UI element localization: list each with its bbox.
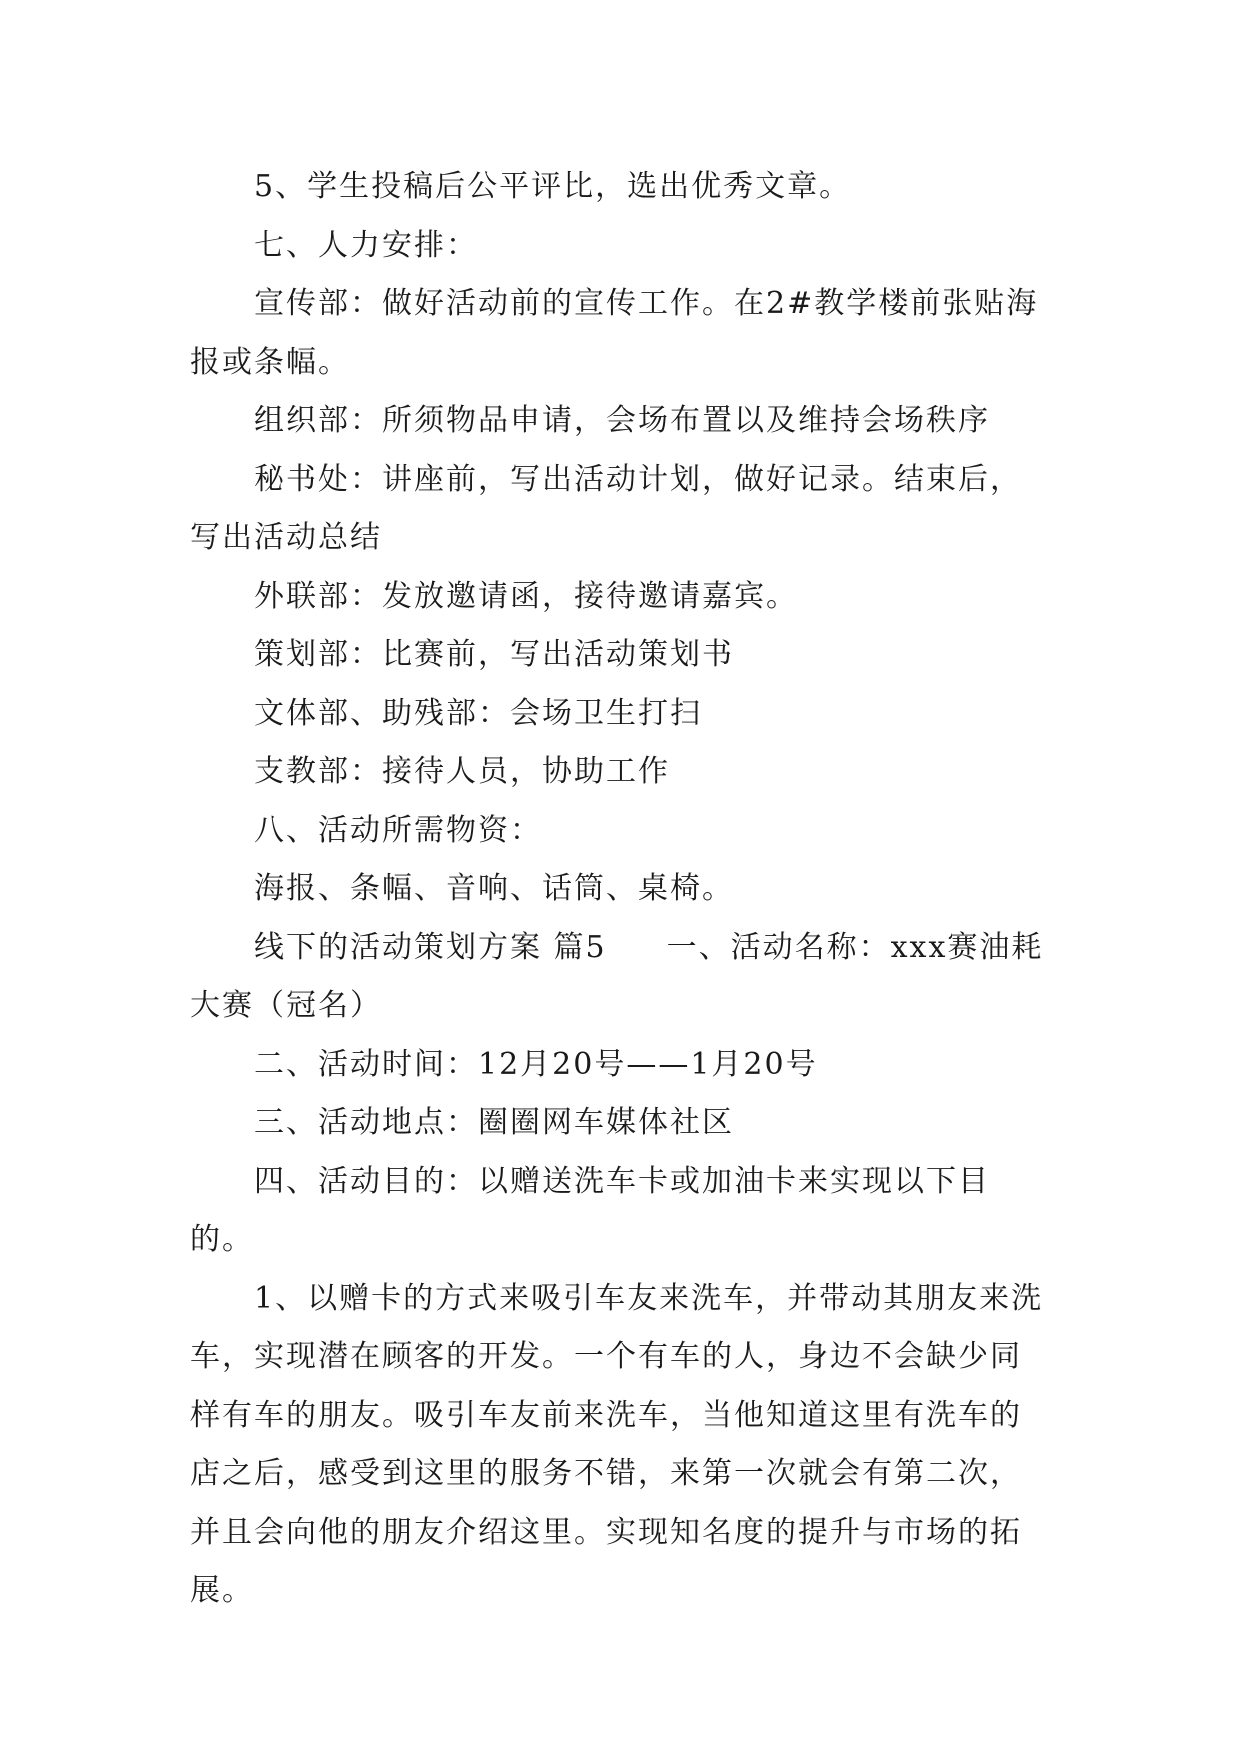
paragraph: 二、活动时间：12月20号——1月20号 [254, 1046, 818, 1082]
paragraph: 秘书处：讲座前，写出活动计划，做好记录。结束后，写出活动总结 [190, 461, 1022, 555]
paragraph: 策划部：比赛前，写出活动策划书 [254, 637, 734, 672]
paragraph: 1、以赠卡的方式来吸引车友来洗车，并带动其朋友来洗车，实现潜在顾客的开发。一个有车的人，身边不会缺少同样有车的朋友。吸引车友前来洗车，当他知道这里有洗车的店之后，感受到这里的服务不错，来第一次就会有第二次，并且会向他的朋友介绍这里。实现知名度的提升与市场的拓展。 [190, 1280, 1044, 1608]
paragraph: 四、活动目的：以赠送洗车卡或加油卡来实现以下目的。 [190, 1163, 990, 1257]
paragraph: 文体部、助残部：会场卫生打扫 [254, 695, 702, 731]
paragraph: 三、活动地点：圈圈网车媒体社区 [254, 1105, 734, 1140]
paragraph: 外联部：发放邀请函，接待邀请嘉宾。 [254, 578, 798, 614]
section-heading: 八、活动所需物资： [254, 812, 542, 848]
paragraph: 支教部：接待人员，协助工作 [254, 754, 670, 789]
paragraph: 组织部：所须物品申请，会场布置以及维持会场秩序 [254, 403, 990, 438]
paragraph: 宣传部：做好活动前的宣传工作。在2#教学楼前张贴海报或条幅。 [190, 286, 1039, 380]
section-title-paragraph [190, 919, 1050, 1036]
paragraph: 海报、条幅、音响、话筒、桌椅。 [254, 871, 734, 906]
activity-name: 一、活动名称：xxx赛油耗大赛（冠名） [190, 929, 1044, 1023]
document-body [190, 158, 1050, 1621]
section-heading: 七、人力安排： [254, 227, 478, 263]
section-title: 线下的活动策划方案 篇5 [254, 929, 607, 965]
paragraph: 5、学生投稿后公平评比，选出优秀文章。 [254, 169, 852, 204]
